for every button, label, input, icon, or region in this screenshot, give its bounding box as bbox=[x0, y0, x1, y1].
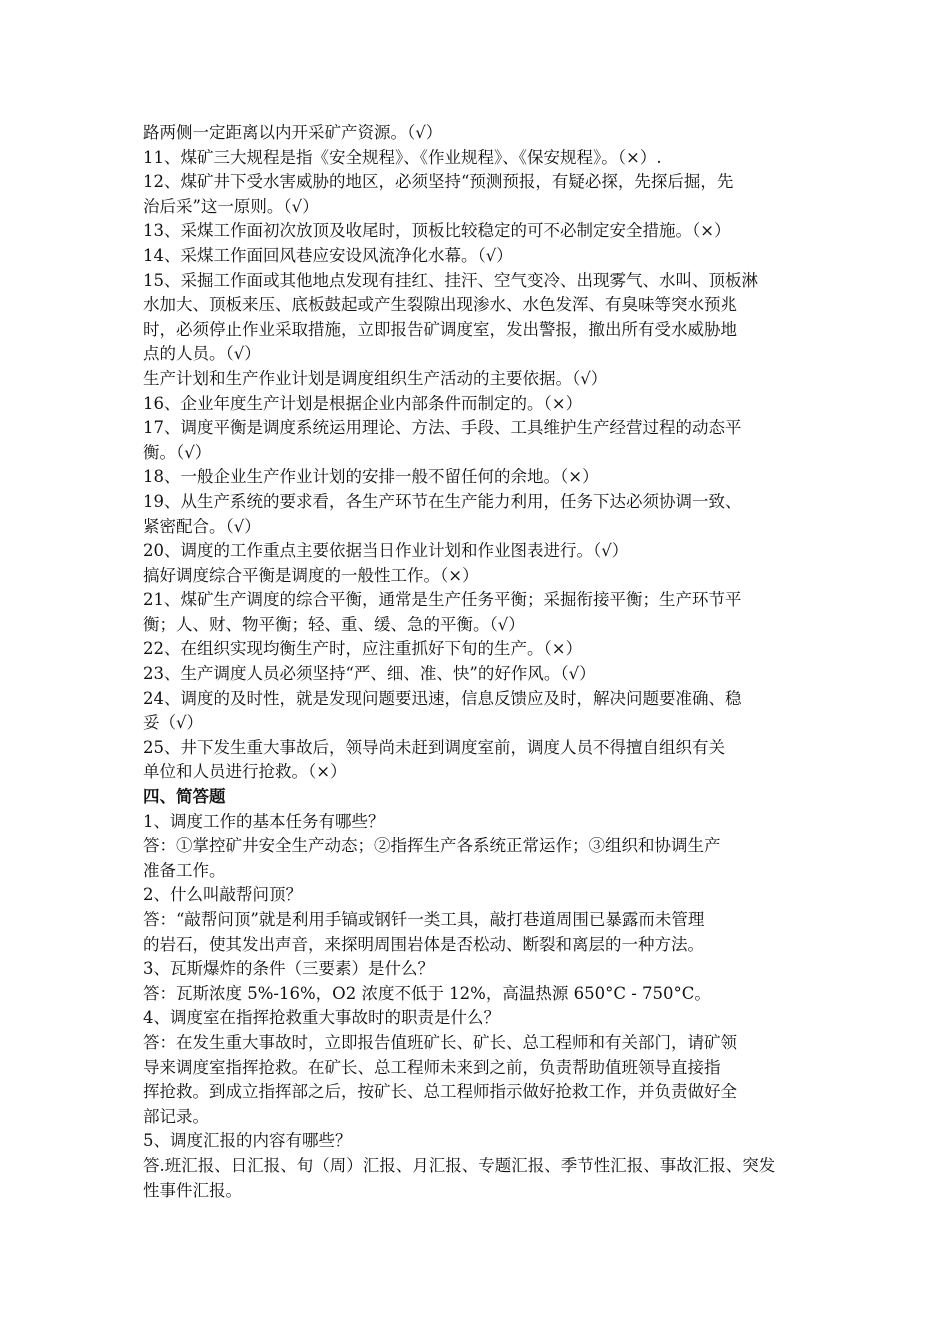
text-line: 路两侧一定距离以内开采矿产资源。（√） bbox=[143, 123, 443, 142]
text-line: 的岩石，使其发出声音，来探明周围岩体是否松动、断裂和离层的一种方法。 bbox=[143, 934, 704, 954]
text-line: 14、采煤工作面回风巷应安设风流净化水幕。（√） bbox=[143, 245, 513, 265]
text-line: 妥（√） bbox=[143, 713, 204, 733]
text-line: 性事件汇报。 bbox=[143, 1180, 242, 1200]
text-line: 12、煤矿井下受水害威胁的地区，必须坚持“预测预报，有疑必探，先探后掘，先 bbox=[143, 172, 734, 192]
text-line: 11、煤矿三大规程是指《安全规程》、《作业规程》、《保安规程》。（×）. bbox=[143, 147, 662, 167]
text-line: 衡；人、财、物平衡；轻、重、缓、急的平衡。（√） bbox=[143, 614, 525, 634]
text-line: 答：瓦斯浓度 5%-16%，O2 浓度不低于 12%，高温热源 650°C - 750°C。 bbox=[143, 983, 711, 1003]
text-line: 21、煤矿生产调度的综合平衡，通常是生产任务平衡；采掘衔接平衡；生产环节平 bbox=[143, 590, 742, 610]
text-line: 1、调度工作的基本任务有哪些？ bbox=[143, 811, 385, 831]
text-line: 25、井下发生重大事故后，领导尚未赶到调度室前，调度人员不得擅自组织有关 bbox=[143, 737, 725, 757]
text-line: 点的人员。（√） bbox=[143, 344, 261, 364]
text-line: 紧密配合。（√） bbox=[143, 516, 261, 536]
text-line: 19、从生产系统的要求看，各生产环节在生产能力利用，任务下达必须协调一致、 bbox=[143, 491, 742, 511]
text-line: 答：①掌控矿井安全生产动态；②指挥生产各系统正常运作；③组织和协调生产 bbox=[143, 836, 721, 856]
text-line: 16、企业年度生产计划是根据企业内部条件而制定的。（×） bbox=[143, 393, 583, 413]
text-line: 18、一般企业生产作业计划的安排一般不留任何的余地。（×） bbox=[143, 467, 599, 487]
text-line: 17、调度平衡是调度系统运用理论、方法、手段、工具维护生产经营过程的动态平 bbox=[143, 418, 742, 438]
text-line: 准备工作。 bbox=[143, 860, 226, 880]
text-line: 答：在发生重大事故时，立即报告值班矿长、矿长、总工程师和有关部门，请矿领 bbox=[143, 1032, 737, 1052]
document-page bbox=[143, 121, 811, 1203]
text-line: 答.班汇报、日汇报、旬（周）汇报、月汇报、专题汇报、季节性汇报、事故汇报、突发 bbox=[143, 1155, 776, 1175]
text-line: 15、采掘工作面或其他地点发现有挂红、挂汗、空气变冷、出现雾气、水叫、顶板淋 bbox=[143, 270, 758, 290]
text-line: 4、调度室在指挥抢救重大事故时的职责是什么？ bbox=[143, 1008, 500, 1028]
text-line: 13、采煤工作面初次放顶及收尾时，顶板比较稳定的可不必制定安全措施。（×） bbox=[143, 221, 731, 241]
section-heading: 四、简答题 bbox=[143, 787, 226, 807]
text-line: 5、调度汇报的内容有哪些？ bbox=[143, 1131, 352, 1151]
text-line: 20、调度的工作重点主要依据当日作业计划和作业图表进行。（√） bbox=[143, 541, 629, 561]
text-line: 单位和人员进行抢救。（×） bbox=[143, 762, 347, 782]
text-line: 24、调度的及时性，就是发现问题要迅速，信息反馈应及时，解决问题要准确、稳 bbox=[143, 688, 742, 708]
text-line: 衡。（√） bbox=[143, 442, 212, 462]
text-line: 23、生产调度人员必须坚持“严、细、准、快”的好作风。（√） bbox=[143, 664, 596, 684]
text-line: 水加大、顶板来压、底板鼓起或产生裂隙出现渗水、水色发浑、有臭味等突水预兆 bbox=[143, 295, 737, 315]
text-line: 挥抢救。到成立指挥部之后，按矿长、总工程师指示做好抢救工作，并负责做好全 bbox=[143, 1082, 737, 1102]
text-line: 答：“敲帮问顶”就是利用手镐或钢钎一类工具，敲打巷道周围已暴露而未管理 bbox=[143, 910, 705, 929]
text-line: 治后采”这一原则。（√） bbox=[143, 196, 319, 216]
text-line: 导来调度室指挥抢救。在矿长、总工程师未来到之前，负责帮助值班领导直接指 bbox=[143, 1057, 721, 1077]
text-line: 部记录。 bbox=[143, 1106, 209, 1126]
text-line: 3、瓦斯爆炸的条件（三要素）是什么？ bbox=[143, 959, 434, 979]
text-line: 时，必须停止作业采取措施，立即报告矿调度室，发出警报，撤出所有受水威胁地 bbox=[143, 319, 737, 339]
text-line: 搞好调度综合平衡是调度的一般性工作。（×） bbox=[143, 565, 479, 585]
text-line: 22、在组织实现均衡生产时，应注重抓好下旬的生产。（×） bbox=[143, 639, 583, 659]
text-line: 2、什么叫敲帮问顶？ bbox=[143, 885, 302, 905]
text-line: 生产计划和生产作业计划是调度组织生产活动的主要依据。（√） bbox=[143, 368, 608, 388]
